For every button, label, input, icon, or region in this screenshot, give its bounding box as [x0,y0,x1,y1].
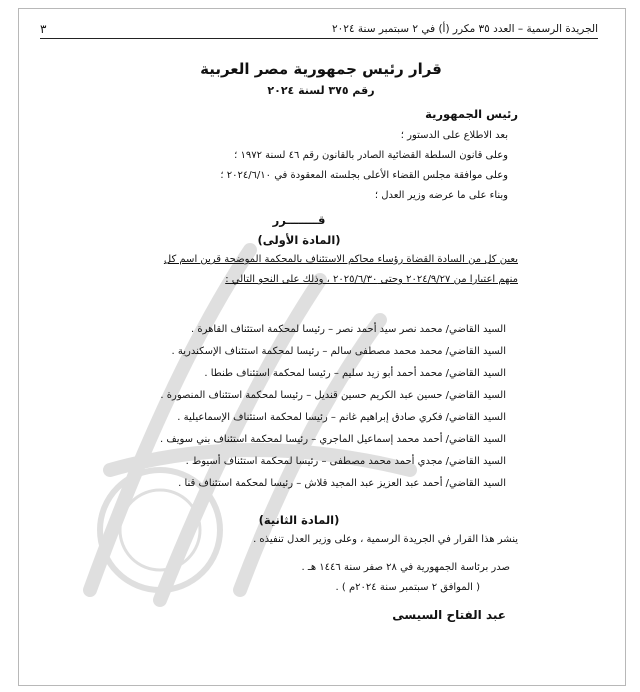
issuer: رئيس الجمهورية [425,107,518,121]
corresponding-date: ( الموافق ٢ سبتمبر سنة ٢٠٢٤م ) . [335,582,480,593]
gazette-issue-line: الجريدة الرسمية – العدد ٣٥ مكرر (أ) في ٢ سبتمبر سنة ٢٠٢٤ [332,23,598,35]
appointments-list [90,320,506,496]
appointment-item: السيد القاضي/ محمد محمد مصطفى سالم – رئيسا لمحكمة استئناف الإسكندرية . [171,346,506,357]
appointment-item: السيد القاضي/ فكري صادق إبراهيم غانم – رئيسا لمحكمة استئناف الإسماعيلية . [177,412,506,423]
article-1 [80,210,518,290]
issued-at: صدر برئاسة الجمهورية في ٢٨ صفر سنة ١٤٤٦ هـ . [301,562,510,573]
appointment-item: السيد القاضي/ مجدي أحمد محمد مصطفى – رئيسا لمحكمة استئناف أسيوط . [185,456,506,467]
decree-title: قرار رئيس جمهورية مصر العربية [200,60,442,78]
article-2-text: ينشر هذا القرار في الجريدة الرسمية ، وعلى وزير العدل تنفيذه . [253,534,518,545]
decides-heading: قــــــــرر [272,213,326,227]
preamble [80,126,508,206]
appointment-item: السيد القاضي/ أحمد عبد العزيز عبد المجيد قلاش – رئيسا لمحكمة استئناف قنا . [178,478,506,489]
decree-number: رقم ٣٧٥ لسنة ٢٠٢٤ [267,84,375,97]
preamble-line: وبناء على ما عرضه وزير العدل ؛ [374,190,508,201]
preamble-line: وعلى قانون السلطة القضائية الصادر بالقانون رقم ٤٦ لسنة ١٩٧٢ ؛ [234,150,508,161]
page-number: ٣ [40,22,47,36]
article-2-heading: (المادة الثانية) [258,513,340,527]
article-1-heading: (المادة الأولى) [257,233,341,247]
running-header [40,20,598,39]
article-1-intro: يعين كل من السادة القضاة رؤساء محاكم الاستئناف بالمحكمة الموضحة قرين اسم كل [163,254,518,265]
signature: عبد الفتاح السيسى [392,608,506,622]
appointment-item: السيد القاضي/ حسين عبد الكريم حسين قنديل – رئيسا لمحكمة استئناف المنصورة . [160,390,506,401]
article-2 [80,510,518,550]
issuance-block [80,558,510,598]
appointment-item: السيد القاضي/ محمد أحمد أبو زيد سليم – رئيسا لمحكمة استئناف طنطا . [204,368,506,379]
preamble-line: بعد الاطلاع على الدستور ؛ [400,130,508,141]
appointment-item: السيد القاضي/ محمد نصر سيد أحمد نصر – رئيسا لمحكمة استئناف القاهرة . [190,324,506,335]
issuer-block [80,104,518,124]
gazette-page [20,10,622,682]
article-1-intro: منهم اعتبارا من ٢٠٢٤/٩/٢٧ وحتى ٢٠٢٥/٦/٣٠ ، وذلك على النحو التالي : [225,274,518,285]
appointment-item: السيد القاضي/ أحمد محمد إسماعيل الماجري – رئيسا لمحكمة استئناف بني سويف . [159,434,506,445]
preamble-line: وعلى موافقة مجلس القضاء الأعلى بجلسته المعقودة في ٢٠٢٤/٦/١٠ ؛ [220,170,508,181]
